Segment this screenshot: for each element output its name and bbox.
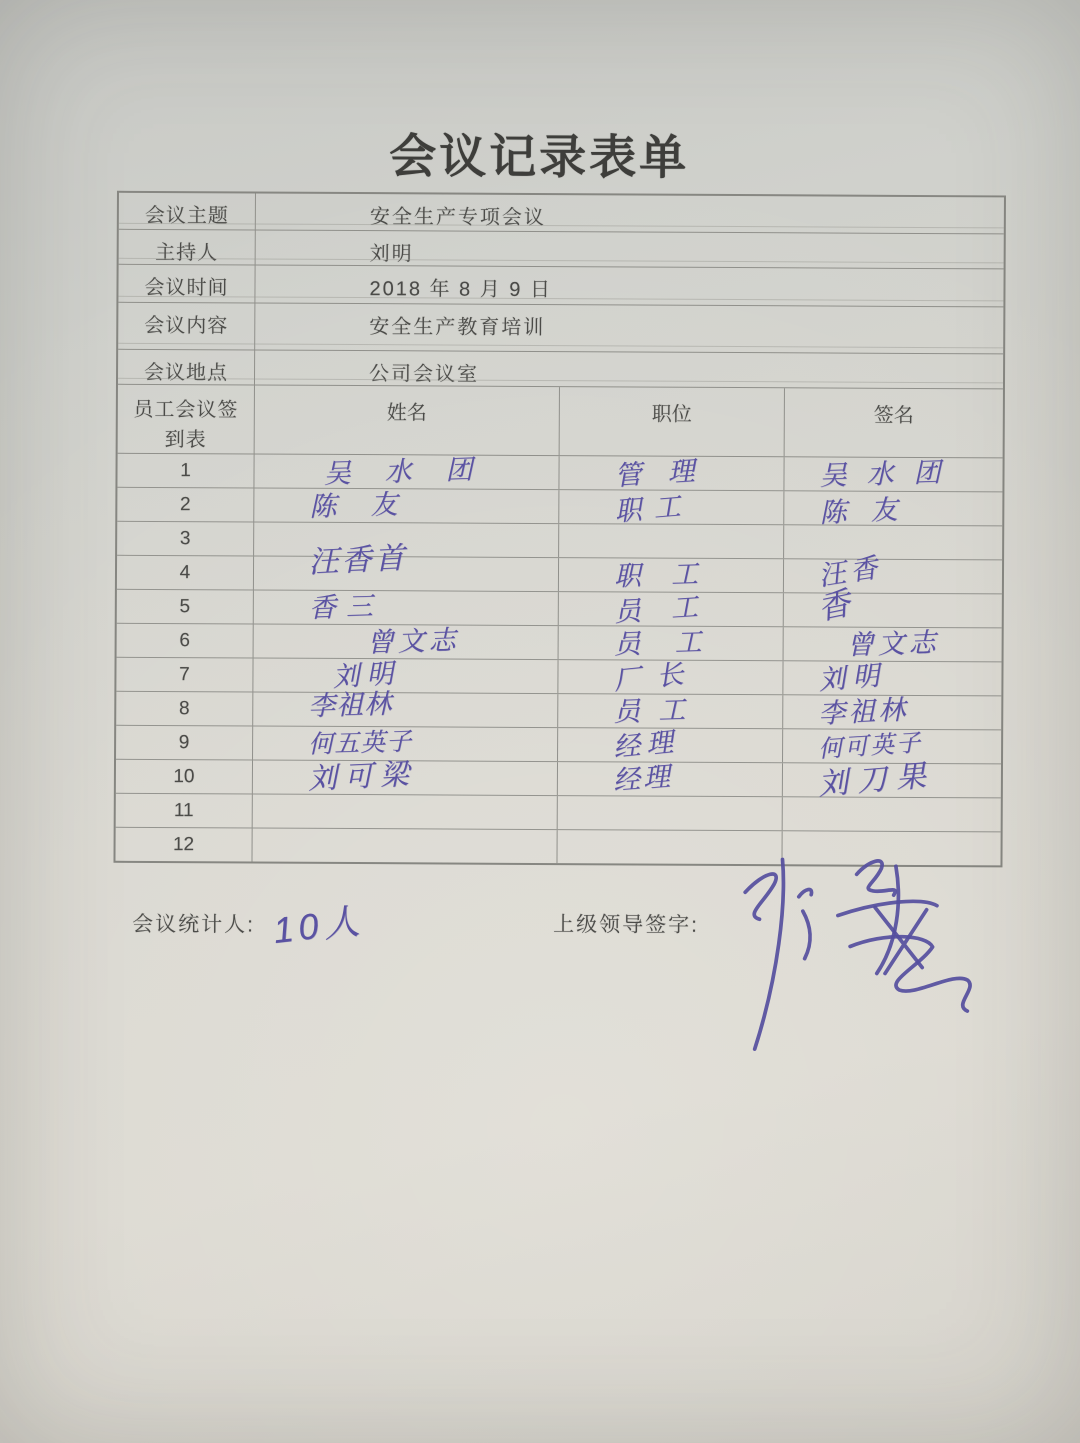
column-header-position: 职位 <box>560 387 785 456</box>
handwritten-position: 厂长 <box>612 657 701 696</box>
position-cell <box>558 796 783 830</box>
name-cell <box>253 758 558 796</box>
signature-cell <box>783 661 1001 695</box>
signin-row <box>116 726 1001 765</box>
handwritten-signature: 何可英子 <box>817 729 923 764</box>
name-cell <box>254 489 559 524</box>
signature-cell <box>784 525 1002 559</box>
handwritten-position: 管理 <box>613 454 722 492</box>
signature-cell <box>783 695 1001 729</box>
handwritten-position: 经理 <box>611 726 681 763</box>
signature-cell <box>783 759 1001 802</box>
info-row-label: 会议地点 <box>118 350 255 385</box>
name-cell <box>253 688 558 728</box>
info-row-value: 安全生产专项会议 <box>369 206 546 230</box>
handwritten-signature: 曾文志 <box>846 627 941 661</box>
position-cell <box>559 524 784 558</box>
handwritten-name: 汪香首 <box>307 541 409 580</box>
handwritten-signature: 李祖林 <box>817 694 909 729</box>
row-number: 3 <box>117 522 254 556</box>
info-row-label: 主持人 <box>119 230 256 265</box>
signature-cell <box>784 627 1002 661</box>
signin-row <box>116 758 1001 802</box>
row-number: 9 <box>116 726 253 760</box>
handwritten-position: 职工 <box>613 490 694 527</box>
handwritten-position: 员工 <box>612 590 729 628</box>
handwritten-position: 员工 <box>613 625 737 660</box>
position-cell <box>558 762 783 796</box>
handwritten-name: 刘可梁 <box>307 758 417 796</box>
info-row <box>118 350 1003 390</box>
signin-row <box>117 584 1002 629</box>
signin-row <box>117 488 1002 527</box>
signature-cell <box>783 797 1001 831</box>
handwritten-signature: 吴水团 <box>819 456 961 491</box>
handwritten-signature: 刘明 <box>817 659 888 696</box>
signin-row <box>116 658 1001 697</box>
position-cell <box>559 592 784 626</box>
info-row-value: 2018 年 8 月 9 日 <box>369 278 553 302</box>
handwritten-signature: 刘刀果 <box>816 759 937 802</box>
leader-signature-label: 上级领导签字: <box>553 913 700 937</box>
info-row <box>118 265 1003 308</box>
name-cell <box>254 591 559 626</box>
signature-flourish-icon <box>682 841 1013 1063</box>
handwritten-position: 职工 <box>613 558 729 592</box>
signin-row <box>116 688 1001 731</box>
signature-cell <box>784 584 1002 627</box>
signature-cell <box>784 457 1002 491</box>
info-row-label: 会议内容 <box>118 303 255 350</box>
handwritten-name: 陈友 <box>308 488 432 522</box>
handwritten-name: 吴水团 <box>323 453 507 489</box>
name-cell <box>253 795 558 830</box>
handwritten-signature: 陈友 <box>818 493 923 529</box>
handwritten-name: 何五英子 <box>307 727 413 759</box>
signin-header-row <box>118 385 1003 459</box>
handwritten-signature: 汪香 <box>816 552 885 592</box>
handwritten-position: 经理 <box>611 761 675 796</box>
name-cell <box>253 727 558 762</box>
signin-row <box>117 624 1002 663</box>
signin-row <box>117 541 1002 595</box>
info-row <box>119 230 1004 270</box>
position-cell <box>559 626 784 660</box>
row-number: 7 <box>116 658 253 692</box>
name-cell <box>252 829 557 864</box>
page-title: 会议记录表单 <box>389 129 690 184</box>
attendee-count-label: 会议统计人: <box>132 912 256 937</box>
info-row <box>118 303 1003 355</box>
row-number: 5 <box>117 590 254 624</box>
column-header-name: 姓名 <box>255 386 560 456</box>
signin-row <box>117 454 1002 493</box>
info-row-value: 安全生产教育培训 <box>369 316 546 340</box>
position-cell <box>559 490 784 527</box>
handwritten-name: 刘明 <box>331 657 402 693</box>
handwritten-attendee-count: 10人 <box>270 899 367 952</box>
info-row-label: 会议主题 <box>119 193 256 230</box>
info-row-value: 刘明 <box>369 243 414 266</box>
column-header-signature: 签名 <box>873 404 914 427</box>
info-row-label: 会议时间 <box>118 265 255 303</box>
position-cell <box>558 728 783 762</box>
meeting-record-table <box>113 191 1006 868</box>
row-number: 2 <box>117 488 254 522</box>
signin-corner-cell <box>118 385 255 454</box>
name-cell <box>254 541 559 592</box>
row-number: 8 <box>116 692 253 726</box>
handwritten-name: 香三 <box>308 590 384 624</box>
row-number: 11 <box>116 794 253 828</box>
meeting-info-section <box>118 193 1004 390</box>
name-cell <box>253 659 558 694</box>
handwritten-position: 员工 <box>612 694 704 727</box>
position-cell <box>558 694 783 728</box>
attendee-count-line <box>132 899 367 952</box>
handwritten-signature: 香 <box>814 584 854 627</box>
position-cell <box>559 558 784 592</box>
signature-cell <box>784 552 1002 593</box>
name-cell <box>254 455 559 490</box>
signin-row <box>116 794 1001 833</box>
position-cell <box>558 657 783 696</box>
leader-signature-scrawl <box>682 841 1013 1063</box>
row-number: 12 <box>115 828 252 862</box>
info-row <box>119 193 1004 235</box>
signature-cell <box>784 491 1002 529</box>
row-number: 1 <box>117 454 254 488</box>
name-cell <box>254 625 559 660</box>
signin-corner-label: 员工会议签到表 <box>133 398 239 452</box>
signature-cell <box>783 729 1001 763</box>
row-number: 4 <box>117 556 254 590</box>
info-row-value: 公司会议室 <box>368 363 480 386</box>
signin-rows-section <box>115 454 1002 866</box>
handwritten-name: 李祖林 <box>307 688 393 722</box>
position-cell <box>559 456 784 490</box>
row-number: 10 <box>116 760 253 794</box>
handwritten-name: 曾文志 <box>366 624 461 658</box>
row-number: 6 <box>117 624 254 658</box>
